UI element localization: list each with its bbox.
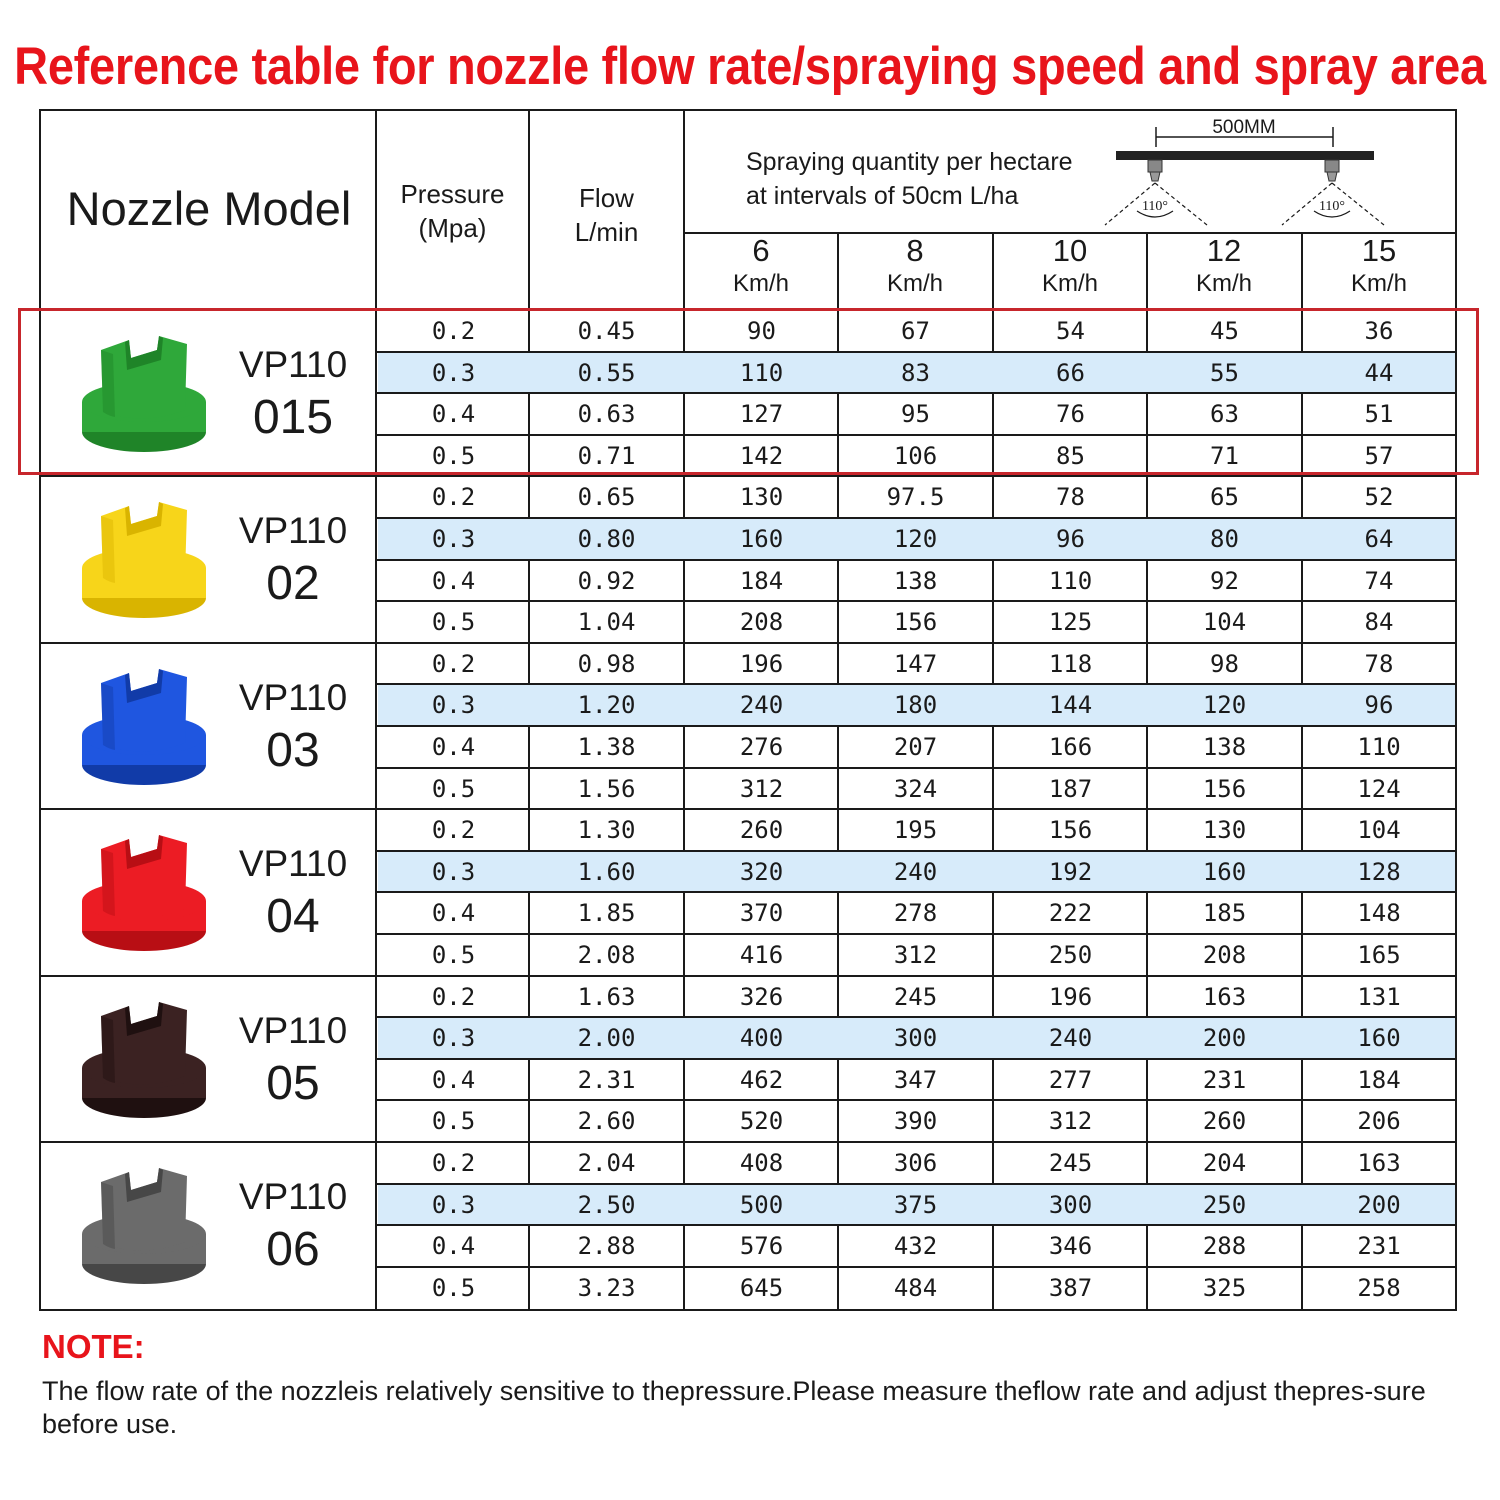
header-nozzle-model: Nozzle Model — [66, 182, 352, 235]
row-divider — [377, 891, 1455, 893]
pressure-cell: 0.3 — [431, 525, 476, 553]
qty-10kmh-cell: 166 — [1048, 733, 1093, 761]
pressure-cell: 0.5 — [431, 608, 476, 637]
flow-cell: 1.38 — [577, 733, 636, 761]
row-divider — [377, 767, 1455, 769]
qty-15kmh-cell: 128 — [1357, 857, 1401, 886]
row-divider — [377, 1224, 1455, 1226]
row-divider — [377, 1266, 1455, 1268]
row-divider — [377, 933, 1455, 935]
flow-cell: 0.80 — [577, 525, 636, 553]
qty-15kmh-cell: 51 — [1364, 400, 1394, 429]
table-row — [378, 1142, 1455, 1184]
qty-15kmh-cell: 206 — [1357, 1107, 1401, 1136]
header-pressure-unit: (Mpa) — [418, 213, 487, 243]
qty-8kmh-cell: 240 — [893, 857, 938, 886]
qty-8kmh-cell: 347 — [893, 1065, 938, 1094]
qty-8kmh-cell: 432 — [893, 1232, 938, 1261]
qty-8kmh-cell: 95 — [901, 400, 930, 429]
qty-10kmh-cell: 187 — [1048, 774, 1093, 803]
qty-12kmh-cell: 163 — [1202, 982, 1247, 1011]
flow-cell: 3.23 — [577, 1273, 636, 1302]
header-flow — [530, 181, 683, 249]
qty-15kmh-cell: 165 — [1357, 941, 1401, 969]
qty-8kmh-cell: 147 — [893, 649, 938, 678]
table-row — [378, 601, 1455, 643]
qty-8kmh-cell: 390 — [893, 1107, 938, 1136]
nozzle-icon — [79, 996, 209, 1122]
header-spray-line2: at intervals of 50cm L/ha — [746, 182, 1019, 210]
qty-6kmh-cell: 576 — [739, 1232, 784, 1261]
speed-header-12 — [1147, 233, 1301, 299]
qty-12kmh-cell: 200 — [1202, 1024, 1247, 1053]
speed-value: 15 — [1361, 233, 1397, 268]
pressure-cell: 0.4 — [431, 400, 476, 429]
qty-15kmh-cell: 78 — [1364, 649, 1394, 678]
qty-8kmh-cell: 375 — [893, 1190, 938, 1219]
qty-15kmh-cell: 200 — [1357, 1190, 1401, 1219]
boom-spacing-diagram — [1101, 113, 1401, 231]
pressure-cell: 0.5 — [431, 1107, 476, 1136]
nozzle-icon — [79, 663, 209, 789]
group-divider — [41, 808, 1455, 810]
qty-10kmh-cell: 96 — [1056, 525, 1085, 553]
pressure-cell: 0.2 — [431, 982, 476, 1011]
model-name-series: VP110 — [238, 1176, 348, 1217]
row-divider — [377, 1183, 1455, 1185]
header-pressure — [377, 177, 528, 245]
pressure-cell: 0.3 — [431, 1024, 476, 1053]
qty-10kmh-cell: 196 — [1048, 982, 1093, 1011]
qty-10kmh-cell: 110 — [1048, 566, 1093, 595]
qty-12kmh-cell: 45 — [1210, 317, 1239, 345]
qty-6kmh-cell: 326 — [739, 982, 784, 1011]
pressure-cell: 0.2 — [431, 483, 476, 512]
pressure-cell: 0.3 — [431, 857, 476, 886]
qty-10kmh-cell: 125 — [1048, 608, 1093, 637]
qty-15kmh-cell: 64 — [1364, 525, 1394, 553]
speed-header-10 — [993, 233, 1147, 299]
qty-15kmh-cell: 104 — [1357, 816, 1401, 845]
pressure-cell: 0.4 — [431, 733, 476, 761]
flow-cell: 1.63 — [577, 982, 636, 1011]
qty-12kmh-cell: 98 — [1210, 649, 1239, 678]
model-name-series: VP110 — [238, 843, 348, 885]
flow-cell: 2.31 — [577, 1065, 636, 1094]
row-divider — [377, 1016, 1455, 1018]
qty-12kmh-cell: 325 — [1202, 1273, 1247, 1302]
note-text: The flow rate of the nozzleis relatively sensitive to thepressure.Please measure theflow rate and adjust thepres-sure before use. — [42, 1376, 1426, 1439]
qty-12kmh-cell: 71 — [1210, 441, 1239, 470]
qty-15kmh-cell: 231 — [1357, 1232, 1401, 1261]
speed-value: 8 — [906, 233, 924, 268]
flow-cell: 1.30 — [577, 816, 636, 845]
flow-cell: 2.00 — [577, 1024, 636, 1053]
qty-6kmh-cell: 462 — [739, 1065, 784, 1094]
flow-cell: 0.71 — [577, 441, 636, 470]
qty-6kmh-cell: 416 — [739, 941, 784, 969]
row-divider — [377, 1058, 1455, 1060]
diagram-angle-label-right: 110° — [1318, 199, 1346, 214]
flow-cell: 0.98 — [577, 649, 636, 678]
row-divider — [377, 683, 1455, 685]
qty-8kmh-cell: 83 — [901, 358, 930, 387]
pressure-cell: 0.4 — [431, 1065, 476, 1094]
table-row — [378, 768, 1455, 810]
qty-6kmh-cell: 645 — [739, 1273, 784, 1302]
qty-12kmh-cell: 80 — [1210, 525, 1239, 553]
qty-6kmh-cell: 127 — [739, 400, 784, 429]
qty-8kmh-cell: 67 — [901, 317, 930, 345]
flow-cell: 1.60 — [577, 857, 636, 886]
table-row — [378, 851, 1455, 893]
qty-8kmh-cell: 306 — [893, 1149, 938, 1177]
qty-6kmh-cell: 260 — [739, 816, 784, 845]
qty-15kmh-cell: 184 — [1357, 1065, 1401, 1094]
highlight-box-vp110-015 — [18, 308, 1479, 475]
qty-6kmh-cell: 370 — [739, 899, 784, 928]
qty-10kmh-cell: 156 — [1048, 816, 1093, 845]
qty-15kmh-cell: 96 — [1364, 691, 1394, 720]
table-row — [378, 809, 1455, 851]
qty-8kmh-cell: 156 — [893, 608, 938, 637]
qty-10kmh-cell: 300 — [1048, 1190, 1093, 1219]
speed-value: 10 — [1052, 233, 1088, 268]
table-row — [378, 1100, 1455, 1142]
pressure-cell: 0.3 — [431, 1190, 476, 1219]
qty-12kmh-cell: 250 — [1202, 1190, 1247, 1219]
qty-8kmh-cell: 207 — [893, 733, 938, 761]
qty-15kmh-cell: 74 — [1364, 566, 1394, 595]
speed-unit: Km/h — [732, 270, 789, 297]
qty-12kmh-cell: 185 — [1202, 899, 1247, 928]
speed-unit: Km/h — [886, 270, 943, 297]
qty-12kmh-cell: 208 — [1202, 941, 1247, 969]
nozzle-icon — [79, 829, 209, 955]
qty-6kmh-cell: 142 — [739, 441, 784, 470]
qty-12kmh-cell: 63 — [1210, 400, 1239, 429]
model-name-series: VP110 — [238, 1009, 348, 1051]
qty-15kmh-cell: 84 — [1364, 608, 1394, 637]
qty-10kmh-cell: 78 — [1056, 483, 1085, 512]
table-row — [378, 1184, 1455, 1226]
qty-15kmh-cell: 36 — [1364, 317, 1394, 345]
flow-cell: 2.50 — [577, 1190, 636, 1219]
qty-8kmh-cell: 312 — [893, 941, 938, 969]
speed-header-6 — [684, 233, 838, 299]
qty-6kmh-cell: 208 — [739, 608, 784, 637]
speed-unit: Km/h — [1195, 270, 1252, 297]
diagram-spacing-label: 500MM — [1212, 117, 1276, 138]
row-divider — [377, 1099, 1455, 1101]
qty-15kmh-cell: 44 — [1364, 358, 1394, 387]
pressure-cell: 0.5 — [431, 1273, 476, 1302]
pressure-cell: 0.2 — [431, 816, 476, 845]
header-flow-unit: L/min — [574, 217, 639, 247]
table-row — [378, 1059, 1455, 1101]
model-name-size: 03 — [266, 723, 320, 777]
qty-10kmh-cell: 85 — [1056, 441, 1085, 470]
header-spray-line1: Spraying quantity per hectare — [746, 148, 1073, 176]
qty-6kmh-cell: 312 — [739, 774, 784, 803]
qty-8kmh-cell: 278 — [893, 899, 938, 928]
pressure-cell: 0.2 — [431, 649, 476, 678]
group-divider — [41, 975, 1455, 977]
header-flow-label: Flow — [579, 183, 634, 213]
flow-cell: 0.63 — [577, 400, 636, 429]
flow-cell: 1.20 — [577, 691, 636, 720]
model-name-size: 02 — [266, 557, 320, 611]
qty-6kmh-cell: 520 — [739, 1107, 784, 1136]
qty-10kmh-cell: 144 — [1048, 691, 1093, 720]
qty-6kmh-cell: 320 — [739, 857, 784, 886]
pressure-cell: 0.3 — [431, 691, 476, 720]
qty-8kmh-cell: 195 — [893, 816, 938, 845]
flow-cell: 2.88 — [577, 1232, 636, 1261]
speed-unit: Km/h — [1350, 270, 1407, 297]
flow-cell: 0.65 — [577, 483, 636, 512]
flow-cell: 2.04 — [577, 1149, 636, 1177]
qty-10kmh-cell: 192 — [1048, 857, 1093, 886]
qty-15kmh-cell: 160 — [1357, 1024, 1401, 1053]
qty-8kmh-cell: 245 — [893, 982, 938, 1011]
pressure-cell: 0.2 — [431, 317, 476, 345]
qty-12kmh-cell: 204 — [1202, 1149, 1247, 1177]
qty-10kmh-cell: 54 — [1056, 317, 1085, 345]
model-cell-2 — [41, 643, 377, 809]
qty-8kmh-cell: 324 — [893, 774, 938, 803]
flow-cell: 2.08 — [577, 941, 636, 969]
qty-10kmh-cell: 222 — [1048, 899, 1093, 928]
qty-15kmh-cell: 110 — [1357, 733, 1401, 761]
table-row — [378, 643, 1455, 685]
speed-value: 12 — [1206, 233, 1242, 268]
qty-6kmh-cell: 110 — [739, 358, 784, 387]
qty-12kmh-cell: 138 — [1202, 733, 1247, 761]
model-name-size: 06 — [266, 1223, 320, 1276]
pressure-cell: 0.5 — [431, 941, 476, 969]
qty-12kmh-cell: 65 — [1210, 483, 1239, 512]
qty-15kmh-cell: 258 — [1357, 1273, 1401, 1302]
qty-6kmh-cell: 90 — [747, 317, 776, 345]
flow-cell: 0.92 — [577, 566, 636, 595]
qty-15kmh-cell: 124 — [1357, 774, 1401, 803]
pressure-cell: 0.4 — [431, 1232, 476, 1261]
flow-cell: 1.56 — [577, 774, 636, 803]
qty-10kmh-cell: 312 — [1048, 1107, 1093, 1136]
qty-15kmh-cell: 52 — [1364, 483, 1394, 512]
flow-cell: 0.45 — [577, 317, 636, 345]
model-name-series: VP110 — [238, 344, 348, 385]
qty-15kmh-cell: 57 — [1364, 441, 1394, 470]
pressure-cell: 0.3 — [431, 358, 476, 387]
qty-15kmh-cell: 131 — [1357, 982, 1401, 1011]
qty-10kmh-cell: 76 — [1056, 400, 1085, 429]
nozzle-icon — [79, 496, 209, 622]
nozzle-reference-table — [39, 109, 1457, 1311]
qty-6kmh-cell: 184 — [739, 566, 784, 595]
pressure-cell: 0.4 — [431, 899, 476, 928]
qty-12kmh-cell: 260 — [1202, 1107, 1247, 1136]
model-cell-1 — [41, 476, 377, 642]
note-title: NOTE: — [42, 1328, 145, 1365]
qty-6kmh-cell: 500 — [739, 1190, 784, 1219]
qty-10kmh-cell: 387 — [1048, 1273, 1093, 1302]
flow-cell: 2.60 — [577, 1107, 636, 1136]
row-divider — [377, 559, 1455, 561]
qty-12kmh-cell: 231 — [1202, 1065, 1247, 1094]
flow-cell: 1.85 — [577, 899, 636, 928]
page-title: Reference table for nozzle flow rate/spraying speed and spray area — [14, 35, 1486, 96]
qty-10kmh-cell: 240 — [1048, 1024, 1093, 1053]
model-name-size: 04 — [266, 890, 320, 944]
model-cell-5 — [41, 1142, 377, 1308]
qty-10kmh-cell: 66 — [1056, 358, 1085, 387]
qty-12kmh-cell: 120 — [1202, 691, 1247, 720]
qty-12kmh-cell: 55 — [1210, 358, 1239, 387]
model-name-series: VP110 — [238, 510, 348, 552]
qty-10kmh-cell: 346 — [1048, 1232, 1093, 1261]
group-divider — [41, 475, 1455, 477]
table-row — [378, 976, 1455, 1018]
qty-15kmh-cell: 163 — [1357, 1149, 1401, 1177]
speed-value: 6 — [752, 233, 770, 268]
qty-12kmh-cell: 130 — [1202, 816, 1247, 845]
row-divider — [377, 600, 1455, 602]
table-row — [378, 1267, 1455, 1309]
table-row — [378, 1225, 1455, 1267]
pressure-cell: 0.2 — [431, 1149, 476, 1177]
table-row — [378, 476, 1455, 518]
pressure-cell: 0.4 — [431, 566, 476, 595]
qty-8kmh-cell: 138 — [893, 566, 938, 595]
qty-6kmh-cell: 240 — [739, 691, 784, 720]
qty-8kmh-cell: 120 — [893, 525, 938, 553]
qty-8kmh-cell: 484 — [893, 1273, 938, 1302]
qty-6kmh-cell: 160 — [739, 525, 784, 553]
qty-12kmh-cell: 104 — [1202, 608, 1247, 637]
group-divider — [41, 1141, 1455, 1143]
model-cell-4 — [41, 976, 377, 1142]
nozzle-icon — [79, 1162, 209, 1288]
model-name-series: VP110 — [238, 676, 348, 718]
qty-12kmh-cell: 156 — [1202, 774, 1247, 803]
row-divider — [377, 725, 1455, 727]
row-divider — [377, 517, 1455, 519]
row-divider — [377, 850, 1455, 852]
qty-10kmh-cell: 277 — [1048, 1065, 1093, 1094]
qty-12kmh-cell: 92 — [1210, 566, 1239, 595]
qty-6kmh-cell: 130 — [739, 483, 784, 512]
table-row — [378, 726, 1455, 768]
group-divider — [41, 642, 1455, 644]
qty-12kmh-cell: 160 — [1202, 857, 1247, 886]
qty-8kmh-cell: 97.5 — [886, 483, 945, 512]
qty-6kmh-cell: 276 — [739, 733, 784, 761]
qty-10kmh-cell: 118 — [1048, 649, 1093, 678]
table-row — [378, 934, 1455, 976]
diagram-angle-label-left: 110° — [1141, 199, 1169, 214]
pressure-cell: 0.5 — [431, 441, 476, 470]
flow-cell: 1.04 — [577, 608, 636, 637]
qty-8kmh-cell: 180 — [893, 691, 938, 720]
header-pressure-label: Pressure — [400, 179, 505, 209]
speed-header-8 — [838, 233, 992, 299]
table-row — [378, 518, 1455, 560]
model-name-size: 015 — [252, 391, 334, 444]
qty-6kmh-cell: 196 — [739, 649, 784, 678]
qty-8kmh-cell: 106 — [893, 441, 938, 470]
qty-10kmh-cell: 250 — [1048, 941, 1093, 969]
table-row — [378, 560, 1455, 602]
model-cell-3 — [41, 809, 377, 975]
model-name-size: 05 — [266, 1056, 320, 1110]
pressure-cell: 0.5 — [431, 774, 476, 803]
qty-15kmh-cell: 148 — [1357, 899, 1401, 928]
header-spray-quantity — [746, 145, 1073, 213]
speed-unit: Km/h — [1041, 270, 1098, 297]
qty-8kmh-cell: 300 — [893, 1024, 938, 1053]
qty-6kmh-cell: 400 — [739, 1024, 784, 1053]
qty-10kmh-cell: 245 — [1048, 1149, 1093, 1177]
speed-header-15 — [1302, 233, 1456, 299]
table-row — [378, 1017, 1455, 1059]
qty-12kmh-cell: 288 — [1202, 1232, 1247, 1261]
qty-6kmh-cell: 408 — [739, 1149, 784, 1177]
table-row — [378, 892, 1455, 934]
flow-cell: 0.55 — [577, 358, 636, 387]
table-row — [378, 684, 1455, 726]
